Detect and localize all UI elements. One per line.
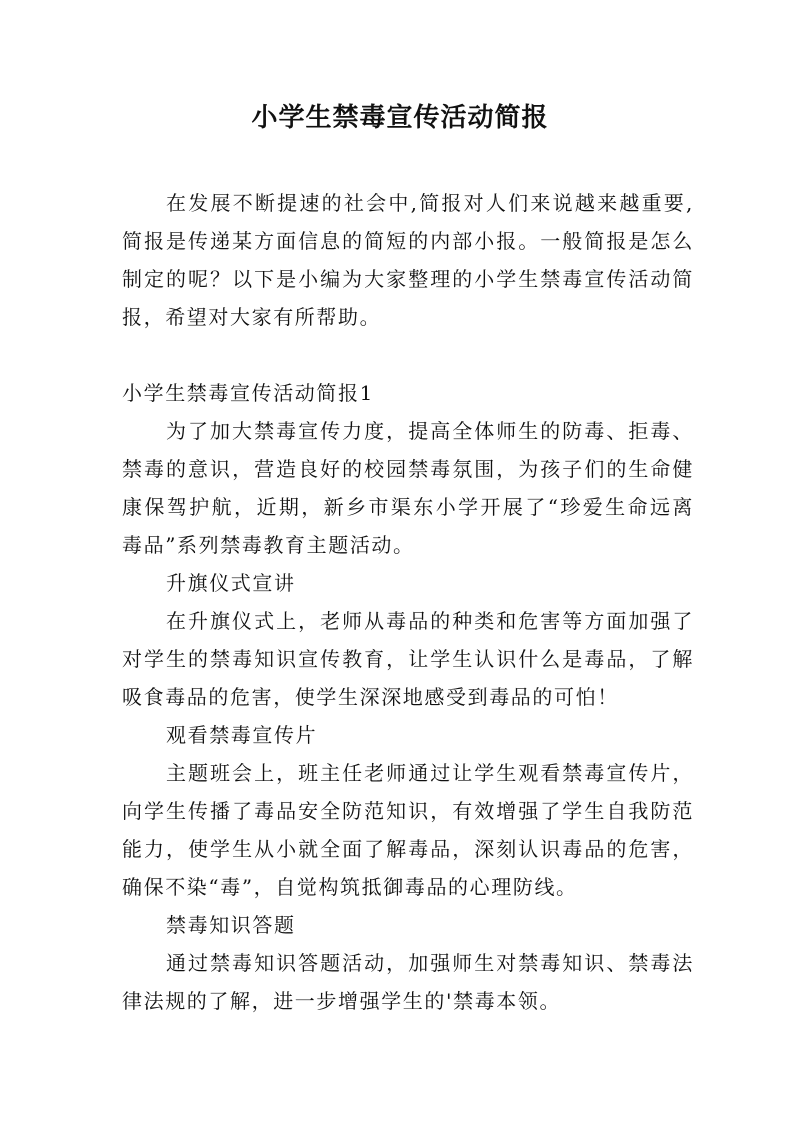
intro-paragraph: 在发展不断提速的社会中,简报对人们来说越来越重要,简报是传递某方面信息的简短的内部小报。一般简报是怎么制定的呢？以下是小编为大家整理的小学生禁毒宣传活动简报，希望对大家有所帮助。 <box>122 191 694 329</box>
flag-ceremony-paragraph: 在升旗仪式上，老师从毒品的种类和危害等方面加强了对学生的禁毒知识宣传教育，让学生认识什么是毒品，了解吸食毒品的危害，使学生深深地感受到毒品的可怕！ <box>122 609 694 709</box>
subheading-flag-ceremony: 升旗仪式宣讲 <box>166 571 296 595</box>
subheading-quiz: 禁毒知识答题 <box>166 913 296 937</box>
section-paragraph: 为了加大禁毒宣传力度，提高全体师生的防毒、拒毒、禁毒的意识，营造良好的校园禁毒氛围，为孩子们的生命健康保驾护航，近期，新乡市渠东小学开展了“珍爱生命远离毒品”系列禁毒教育主题活动。 <box>122 419 694 557</box>
subheading-video: 观看禁毒宣传片 <box>166 723 318 747</box>
quiz-paragraph: 通过禁毒知识答题活动，加强师生对禁毒知识、禁毒法律法规的了解，进一步增强学生的'禁毒本领。 <box>122 951 694 1013</box>
video-paragraph: 主题班会上，班主任老师通过让学生观看禁毒宣传片，向学生传播了毒品安全防范知识，有效增强了学生自我防范能力，使学生从小就全面了解毒品，深刻认识毒品的危害，确保不染“毒”，自觉构筑抵御毒品的心理防线。 <box>122 761 694 899</box>
section-heading: 小学生禁毒宣传活动简报1 <box>122 381 374 405</box>
page-title: 小学生禁毒宣传活动简报 <box>251 103 549 133</box>
